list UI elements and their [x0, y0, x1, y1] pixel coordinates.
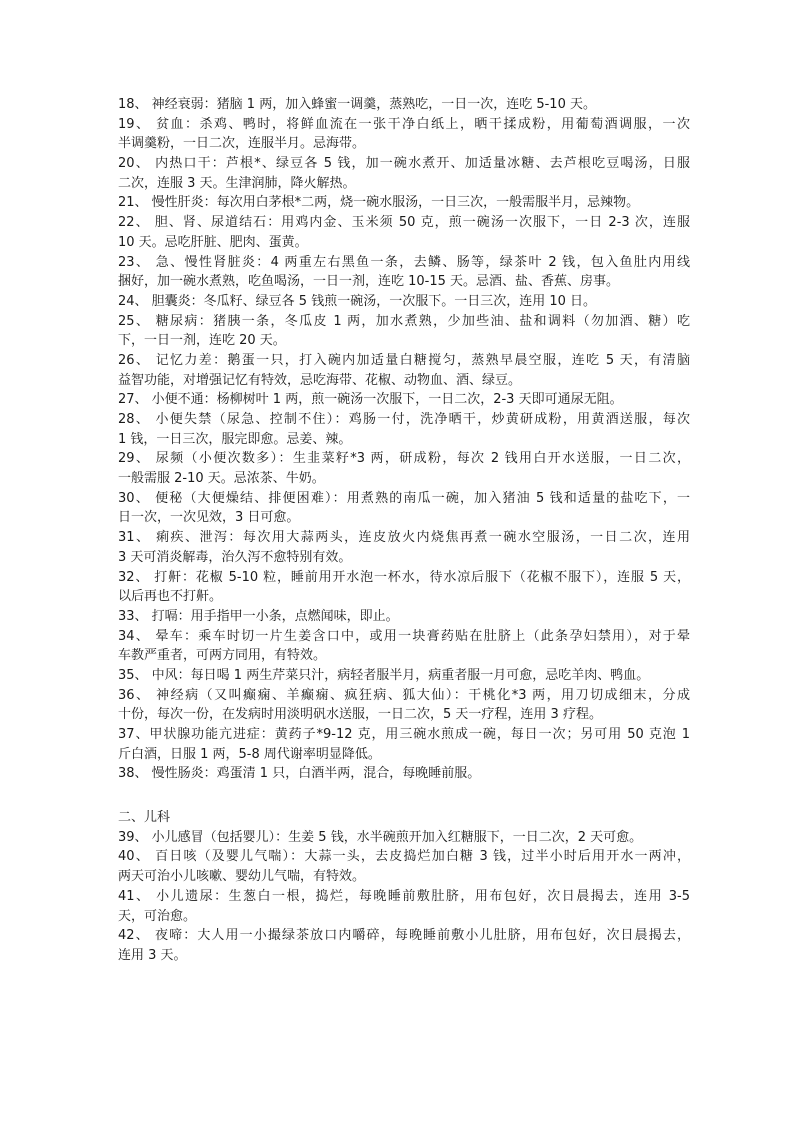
remedy-text-line: 22、 胆、肾、尿道结石：用鸡内金、玉米须 50 克，煎一碗汤一次服下，一日 2-3 次，连服	[118, 215, 690, 231]
remedy-text-line: 37、甲状腺功能亢进症：黄药子*9-12 克，用三碗水煎成一碗，每日一次；另可用 50 克泡 1	[118, 727, 690, 742]
remedy-text-line: 连用 3 天。	[118, 947, 187, 963]
remedy-text-line: 29、 尿频（小便次数多）：生韭菜籽*3 两，研成粉，每次 2 钱用白开水送服，一日二次，	[118, 451, 690, 467]
remedy-item	[118, 95, 690, 115]
remedy-text-line: 捆好，加一碗水煮熟，吃鱼喝汤，一日一剂，连吃 10-15 天。忌酒、盐、香蕉、房事。	[118, 274, 620, 290]
remedy-text-line: 28、 小便失禁（尿急、控制不住）：鸡肠一付，洗净晒干，炒黄研成粉，用黄酒送服，每次	[118, 412, 690, 427]
remedy-item	[118, 847, 690, 886]
remedy-text-line: 半调羹粉，一日二次，连服半月。忌海带。	[118, 136, 366, 152]
remedy-text-line: 21、 慢性肝炎：每次用白茅根*二两，烧一碗水服汤，一日三次，一般需服半月，忌辣物。	[118, 195, 640, 211]
remedy-item	[118, 686, 690, 725]
remedy-item	[118, 213, 690, 252]
remedy-text-line: 益智功能，对增强记忆有特效，忌吃海带、花椒、动物血、酒、绿豆。	[118, 372, 522, 388]
remedy-text-line: 24、 胆囊炎：冬瓜籽、绿豆各 5 钱煎一碗汤，一次服下。一日三次，连用 10 日。	[118, 293, 597, 309]
remedy-text-line: 27、 小便不通：杨柳树叶 1 两，煎一碗汤一次服下，一日二次，2-3 天即可通尿无阻。	[118, 392, 623, 408]
remedy-text-line: 下，一日一剂，连吃 20 天。	[118, 333, 286, 349]
remedy-item	[118, 390, 690, 410]
remedy-item	[118, 627, 690, 666]
remedy-text-line: 车教严重者，可两方同用，有特效。	[118, 648, 327, 664]
remedy-item	[118, 725, 690, 764]
remedy-text-line: 20、 内热口干：芦根*、绿豆各 5 钱，加一碗水煮开、加适量冰糖、去芦根吃豆喝汤，日服	[118, 156, 690, 172]
remedy-text-line: 42、 夜啼：大人用一小撮绿茶放口内嚼碎，每晚睡前敷小儿肚脐，用布包好，次日晨揭去，	[118, 928, 690, 944]
remedy-item	[118, 489, 690, 528]
remedy-item	[118, 926, 690, 965]
remedy-item	[118, 253, 690, 292]
remedy-item	[118, 528, 690, 567]
remedy-item	[118, 828, 690, 848]
remedy-item	[118, 449, 690, 488]
remedy-text-line: 斤白酒，日服 1 两，5-8 周代谢率明显降低。	[118, 746, 381, 762]
remedy-item	[118, 292, 690, 312]
remedy-list-pediatrics	[118, 828, 690, 966]
remedy-item	[118, 666, 690, 686]
remedy-item	[118, 764, 690, 784]
remedy-item	[118, 351, 690, 390]
remedy-text-line: 31、 痢疾、泄泻：每次用大蒜两头，连皮放火内烧焦再煮一碗水空服汤，一日二次，连用	[118, 530, 690, 546]
remedy-text-line: 十份，每次一份，在发病时用淡明矾水送服，一日二次，5 天一疗程，连用 3 疗程。	[118, 707, 602, 723]
remedy-text-line: 天，可治愈。	[118, 908, 197, 924]
remedy-text-line: 二次，连服 3 天。生津润肺，降火解热。	[118, 175, 356, 191]
remedy-item	[118, 607, 690, 627]
remedy-text-line: 26、 记忆力差：鹅蛋一只，打入碗内加适量白糖搅匀，蒸熟早晨空服，连吃 5 天，有清脑	[118, 352, 690, 368]
remedy-text-line: 32、 打鼾：花椒 5-10 粒，睡前用开水泡一杯水，待水凉后服下（花椒不服下），连服 5 天，	[118, 569, 690, 585]
remedy-text-line: 两天可治小儿咳嗽、婴幼儿气喘，有特效。	[118, 869, 366, 885]
remedy-text-line: 一般需服 2-10 天。忌浓茶、牛奶。	[118, 471, 325, 487]
remedy-text-line: 35、 中风：每日喝 1 两生芹菜只汁，病轻者服半月，病重者服一月可愈，忌吃羊肉、鸭血。	[118, 667, 650, 683]
remedy-text-line: 10 天。忌吃肝脏、肥肉、蛋黄。	[118, 234, 308, 250]
remedy-text-line: 33、 打嗝：用手指甲一小条，点燃闻味，即止。	[118, 608, 399, 624]
remedy-item	[118, 410, 690, 449]
remedy-text-line: 36、 神经病（又叫癫痫、羊癫痫、疯狂病、狐大仙）：干桃化*3 两，用刀切成细末，分成	[118, 687, 690, 703]
section-heading: 二、儿科	[118, 810, 171, 826]
remedy-item	[118, 568, 690, 607]
remedy-text-line: 23、 急、慢性肾脏炎：4 两重左右黑鱼一条，去鳞、肠等，绿茶叶 2 钱，包入鱼肚内用线	[118, 254, 690, 270]
remedy-text-line: 25、 糖尿病：猪胰一条，冬瓜皮 1 两，加水煮熟，少加些油、盐和调料（勿加酒、糖）吃	[118, 313, 690, 329]
remedy-text-line: 30、 便秘（大便燥结、排便困难）：用煮熟的南瓜一碗，加入猪油 5 钱和适量的盐吃下，一	[118, 490, 690, 506]
remedy-list-adult	[118, 95, 690, 784]
document-page	[118, 95, 690, 966]
remedy-text-line: 40、 百日咳（及婴儿气喘）：大蒜一头，去皮捣烂加白糖 3 钱，过半小时后用开水一两冲，	[118, 849, 690, 865]
remedy-text-line: 34、 晕车：乘车时切一片生姜含口中，或用一块膏药贴在肚脐上（此条孕妇禁用），对于晕	[118, 628, 690, 644]
remedy-text-line: 1 钱，一日三次，服完即愈。忌姜、辣。	[118, 431, 352, 447]
remedy-text-line: 19、 贫血：杀鸡、鸭时，将鲜血流在一张干净白纸上，晒干揉成粉，用葡萄酒调服，一次	[118, 116, 690, 132]
remedy-text-line: 18、 神经衰弱：猪脑 1 两，加入蜂蜜一调羹，蒸熟吃，一日一次，连吃 5-10 天。	[118, 97, 596, 112]
remedy-text-line: 以后再也不打鼾。	[118, 589, 223, 605]
remedy-text-line: 日一次，一次见效，3 日可愈。	[118, 510, 300, 526]
remedy-item	[118, 115, 690, 154]
remedy-item	[118, 312, 690, 351]
section-spacer	[118, 784, 690, 808]
remedy-text-line: 38、 慢性肠炎：鸡蛋清 1 只，白酒半两，混合，每晚睡前服。	[118, 766, 481, 782]
remedy-text-line: 3 天可消炎解毒，治久泻不愈特别有效。	[118, 549, 352, 565]
remedy-item	[118, 193, 690, 213]
remedy-text-line: 41、 小儿遗尿：生葱白一根，捣烂，每晚睡前敷肚脐，用布包好，次日晨揭去，连用 3-5	[118, 888, 690, 904]
remedy-item	[118, 154, 690, 193]
remedy-item	[118, 887, 690, 926]
remedy-text-line: 39、 小儿感冒（包括婴儿）：生姜 5 钱，水半碗煎开加入红糖服下，一日二次，2 天可愈。	[118, 829, 643, 845]
